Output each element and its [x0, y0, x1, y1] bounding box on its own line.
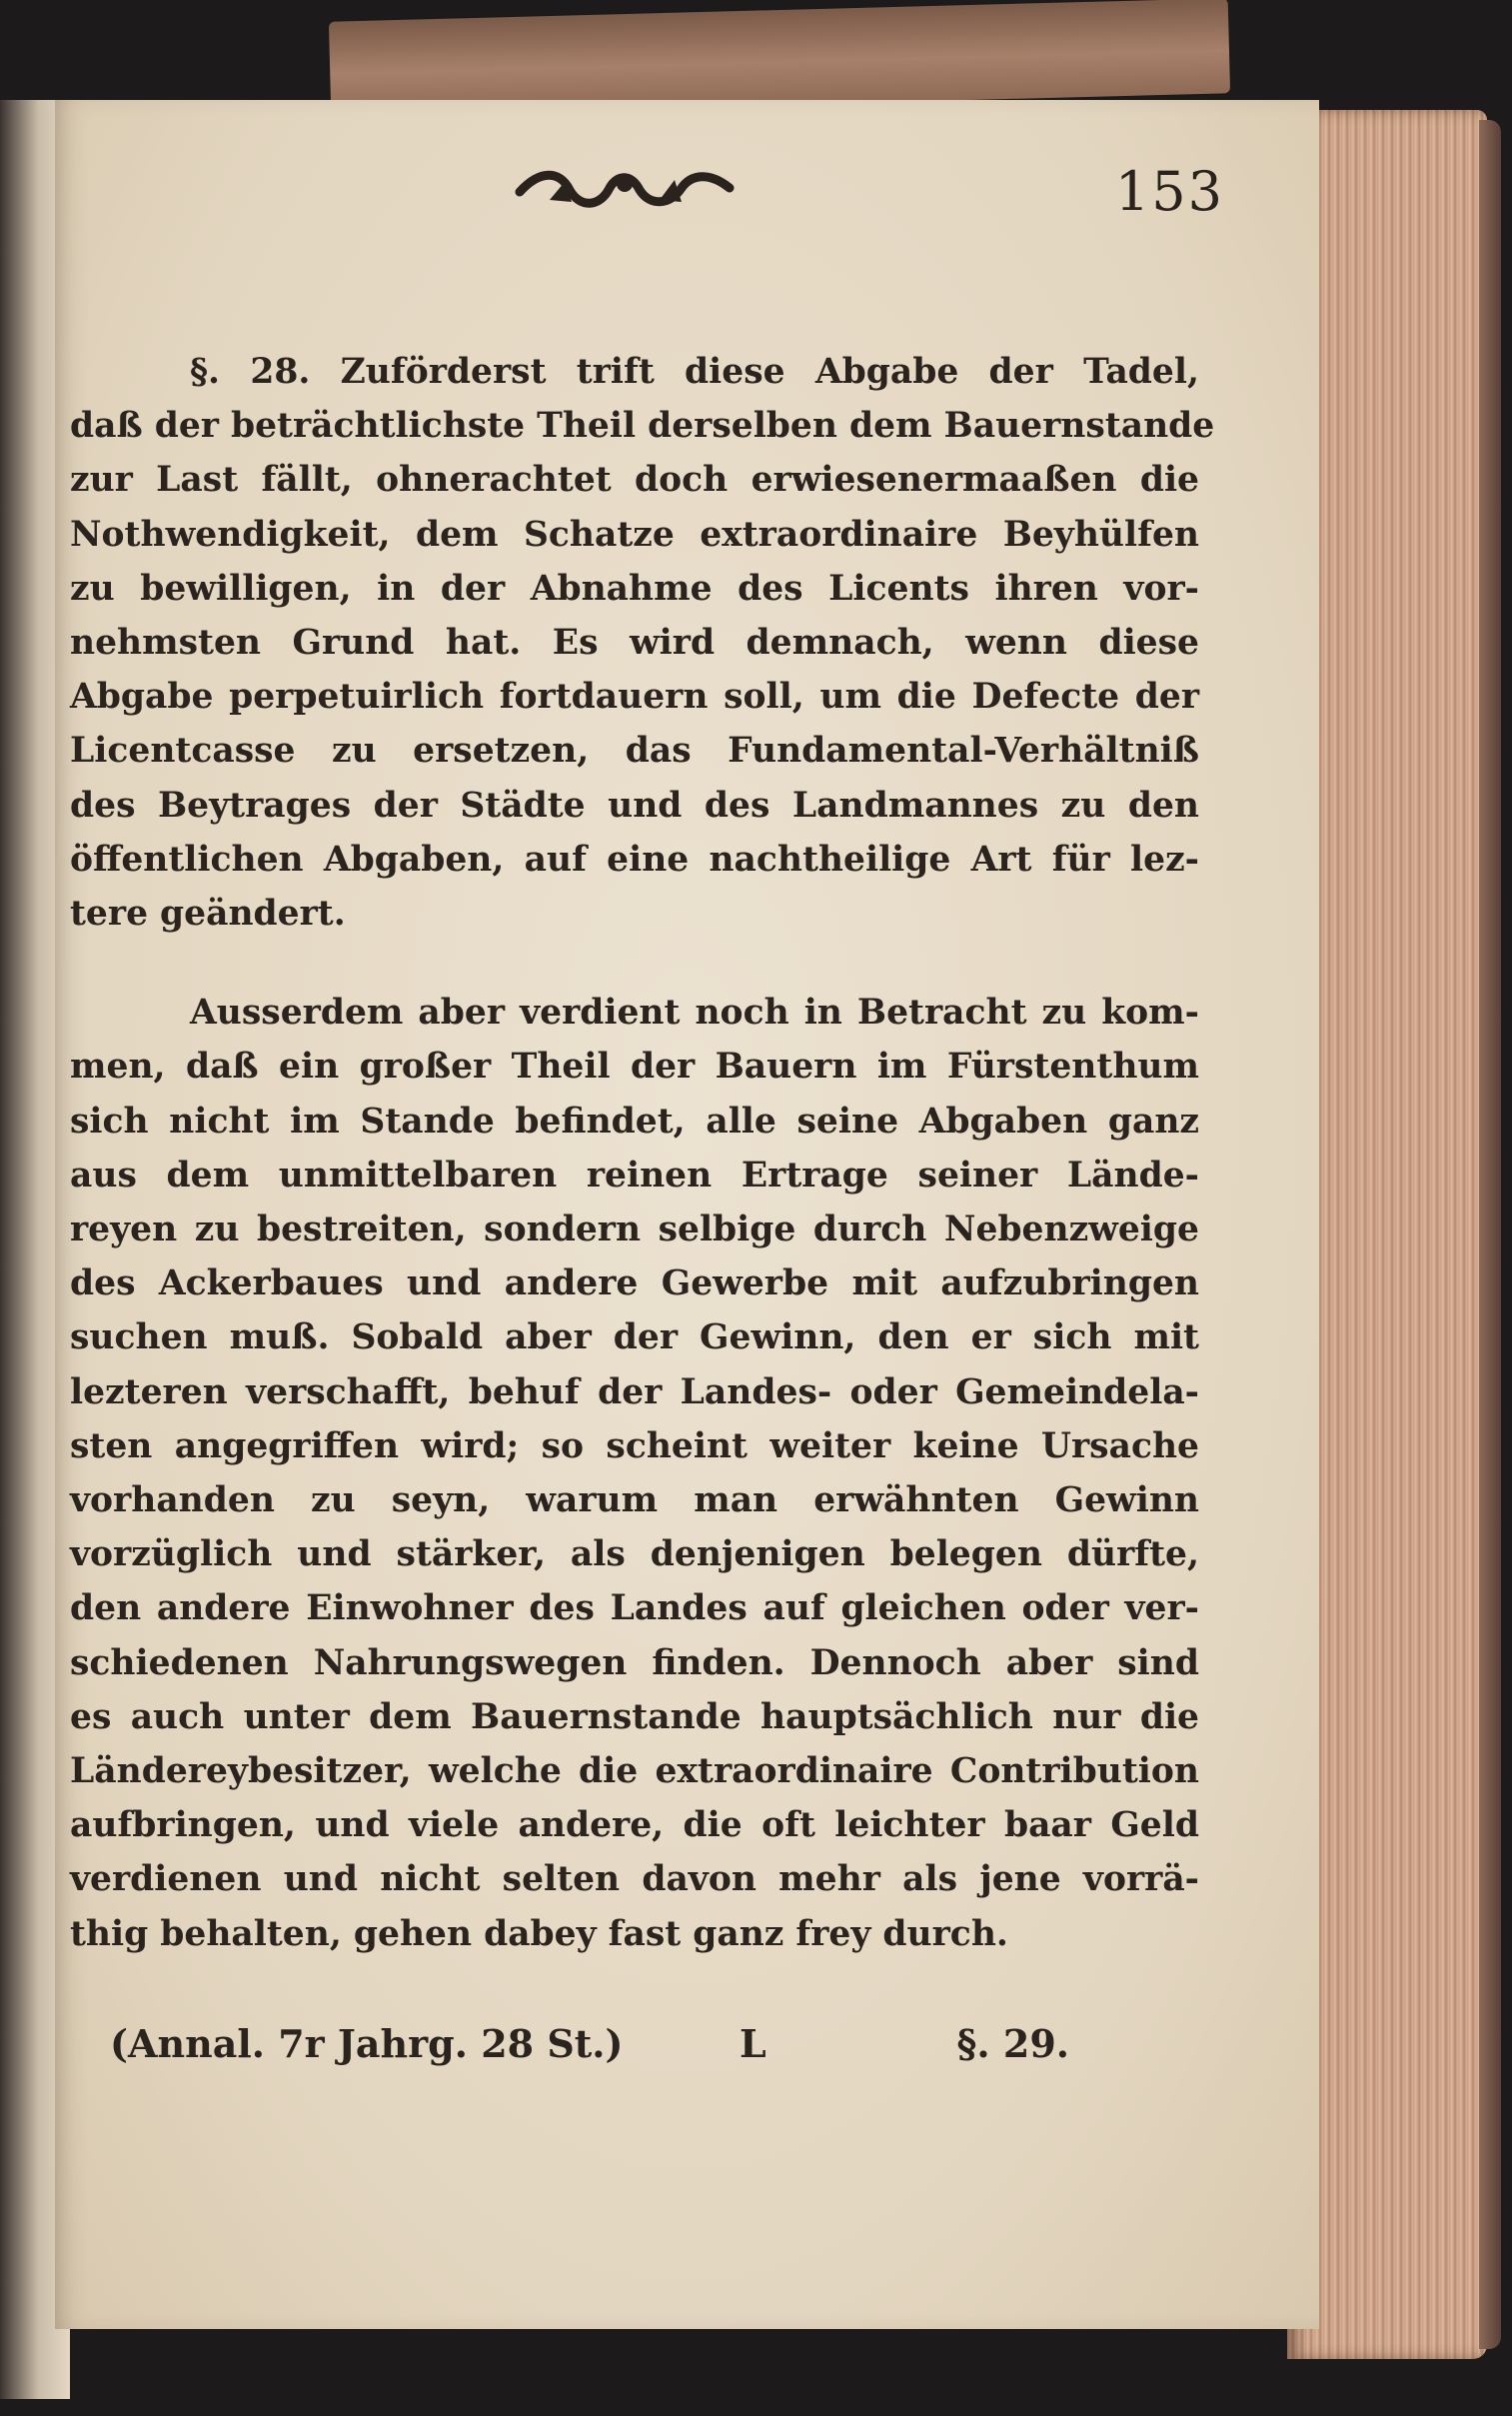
body-text [70, 345, 1215, 1961]
text-line: Ländereybesitzer, welche die extraordinaire Contribution [70, 1751, 1199, 1792]
text-line: aufbringen, und viele andere, die oft leichter baar Geld [70, 1805, 1199, 1846]
text-line: Abgabe perpetuirlich fortdauern soll, um die Defecte der [70, 677, 1199, 718]
page-header [70, 160, 1224, 240]
text-line: öffentlichen Abgaben, auf eine nachtheilige Art für lez- [70, 839, 1199, 880]
text-line: des Ackerbaues und andere Gewerbe mit aufzubringen [70, 1263, 1199, 1304]
text-line: Licentcasse zu ersetzen, das Fundamental-Verhältniß [70, 731, 1199, 772]
text-line: vorzüglich und stärker, als denjenigen belegen dürfte, [70, 1534, 1199, 1575]
page-number: 153 [1114, 160, 1224, 223]
text-line: lezteren verschafft, behuf der Landes- oder Gemeindela- [70, 1371, 1199, 1412]
text-line: thig behalten, gehen dabey fast ganz frey durch. [70, 1913, 1008, 1954]
paragraph-1 [70, 345, 1215, 941]
text-line: schiedenen Nahrungswegen finden. Dennoch aber sind [70, 1642, 1199, 1683]
text-line: suchen muß. Sobald aber der Gewinn, den er sich mit [70, 1317, 1199, 1358]
text-line: des Beytrages der Städte und des Landmannes zu den [70, 785, 1199, 826]
text-line: nehmsten Grund hat. Es wird demnach, wenn diese [70, 623, 1199, 664]
signature-mark: (Annal. 7r Jahrg. 28 St.) [110, 2021, 624, 2066]
text-line: Nothwendigkeit, dem Schatze extraordinaire Beyhülfen [70, 514, 1199, 555]
text-line: aus dem unmittelbaren reinen Ertrage seiner Lände- [70, 1155, 1199, 1196]
page-footer [110, 2021, 1069, 2081]
signature-letter: L [740, 2021, 766, 2066]
text-line: reyen zu bestreiten, sondern selbige durch Nebenzweige [70, 1209, 1199, 1250]
text-line: zur Last fällt, ohnerachtet doch erwiesenermaaßen die [70, 460, 1199, 501]
text-line: verdienen und nicht selten davon mehr als jene vorrä- [70, 1859, 1199, 1900]
catchword: §. 29. [956, 2021, 1069, 2066]
text-line: sten angegriffen wird; so scheint weiter keine Ursache [70, 1425, 1199, 1466]
paragraph-2 [70, 986, 1199, 1961]
text-line: tere geändert. [70, 894, 346, 935]
text-line: sich nicht im Stande befindet, alle seine Abgaben ganz [70, 1101, 1199, 1142]
text-line: daß der beträchtlichste Theil derselben dem Bauernstande [70, 406, 1215, 447]
text-line: vorhanden zu seyn, warum man erwähnten Gewinn [70, 1480, 1199, 1521]
text-line: den andere Einwohner des Landes auf gleichen oder ver- [70, 1588, 1199, 1629]
text-line: zu bewilligen, in der Abnahme des Licents ihren vor- [70, 568, 1199, 609]
text-line: Ausserdem aber verdient noch in Betracht zu kom- [190, 993, 1199, 1034]
floral-ornament-icon [510, 160, 740, 220]
text-line: §. 28. Zuförderst trift diese Abgabe der Tadel, [190, 352, 1199, 392]
text-line: es auch unter dem Bauernstande hauptsächlich nur die [70, 1696, 1199, 1737]
text-line: men, daß ein großer Theil der Bauern im Fürstenthum [70, 1047, 1199, 1088]
paragraph-gap [70, 941, 1199, 986]
